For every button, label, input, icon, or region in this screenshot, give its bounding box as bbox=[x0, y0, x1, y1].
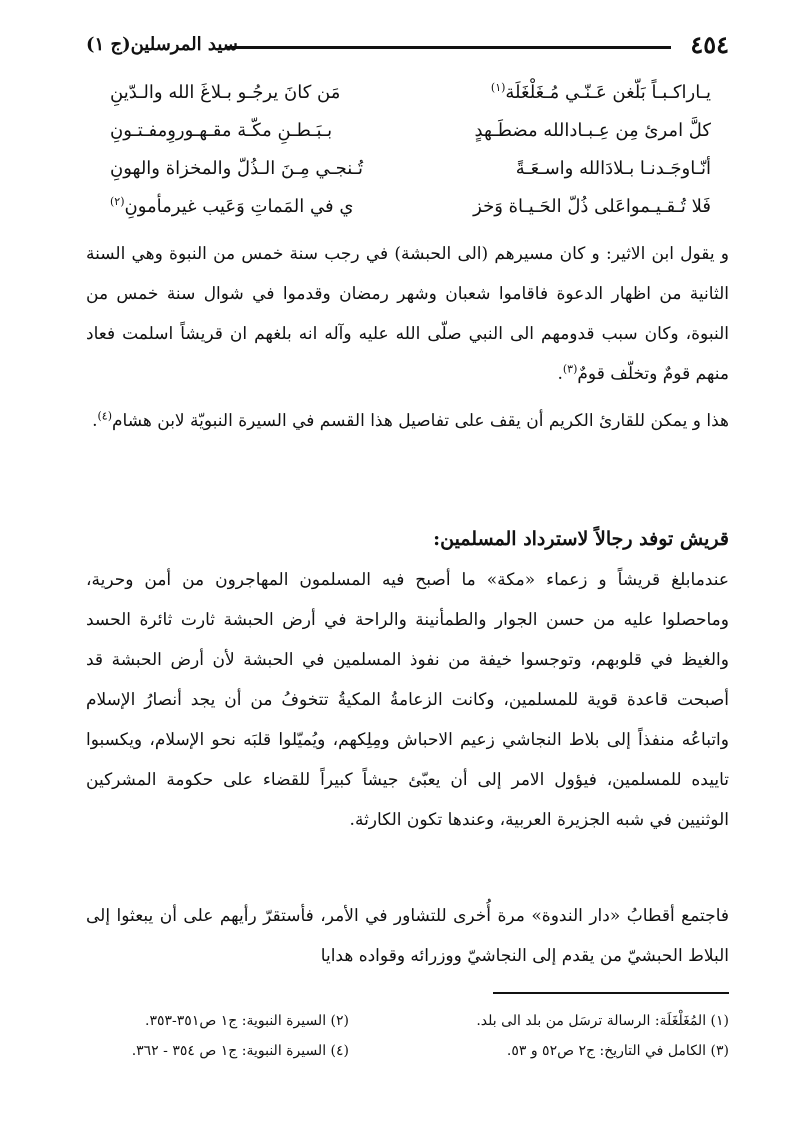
body-paragraph: هذا و يمكن للقارئ الكريم أن يقف على تفاصيل هذا القسم في السيرة النبويّة لابن هشام$^{(٤)}$. bbox=[92, 409, 729, 431]
footnote-row bbox=[86, 1036, 729, 1066]
footnote-item: (٢) السيرة النبوية: ج١ ص٣٥١-٣٥٣. bbox=[145, 1013, 349, 1029]
poem-verse bbox=[110, 150, 711, 188]
footnote-item: (٣) الكامل في التاريخ: ج٢ ص٥٢ و ٥٣. bbox=[506, 1043, 729, 1059]
footnote-ref: (٣) bbox=[562, 362, 578, 376]
verse-first-hemistich: كلَّ امرئ مِن عِـبـادالله مضطَـهدٍ bbox=[474, 120, 711, 141]
header-rule bbox=[226, 46, 671, 49]
verse-first-hemistich: فَلا تُـقـيـمواعَلى ذُلّ الحَـيـاة وَخز bbox=[473, 196, 711, 217]
verse-first-hemistich: يـاراكـبـاً بَلّغن عَـنّـي مُـغَلْغَلَة$^{(١)}$ bbox=[490, 81, 711, 103]
poem-verse bbox=[110, 112, 711, 150]
verse-second-hemistich: تُـنجـي مِـنَ الـذُلّ والمخزاة والهونِ bbox=[110, 158, 363, 179]
footnote-rule bbox=[493, 992, 729, 994]
section-heading: قريش توفد رجالاً لاسترداد المسلمين: bbox=[433, 528, 729, 550]
footnote-item: (١) المُغَلْغَلَة: الرسالة ترسَل من بلد الى بلد. bbox=[476, 1013, 729, 1029]
verse-second-hemistich: بـبَـطـنِ مكّـة مقـهـوروِمفـتـونِ bbox=[110, 120, 333, 141]
footnote-item: (٤) السيرة النبوية: ج١ ص ٣٥٤ - ٣٦٢. bbox=[131, 1043, 349, 1059]
footnote-row bbox=[86, 1006, 729, 1036]
poem-verse bbox=[110, 188, 711, 226]
body-paragraph: فاجتمع أقطابُ «دار الندوة» مرة أُخرى للتشاور في الأمر، فأستقرّ رأيهم على أن يبعثوا إلى البلاط الحبشيّ من يقدم إلى النجاشيّ ووزرائه وقواده هدايا bbox=[86, 906, 729, 966]
running-title: سيد المرسلين(ج ١) bbox=[86, 34, 238, 55]
poem bbox=[110, 74, 711, 226]
page-number: ٤٥٤ bbox=[690, 30, 729, 59]
page-header bbox=[86, 30, 729, 60]
footnote-ref: (٢) bbox=[110, 195, 125, 208]
footnote-ref: (٤) bbox=[97, 409, 113, 423]
footnote-ref: (١) bbox=[490, 81, 506, 94]
verse-first-hemistich: أنّـاوجَـدنـا بـلادَالله واسـعَـةً bbox=[515, 158, 711, 179]
poem-verse bbox=[110, 74, 711, 112]
verse-second-hemistich: مَن كانَ يرجُـو بـلاغَ الله والـدّينِ bbox=[110, 82, 341, 103]
footnotes bbox=[86, 1006, 729, 1066]
verse-second-hemistich: ي في المَماتِ وَعَيب غيرمأمونِ$^{(٢)}$ bbox=[110, 195, 354, 217]
body-paragraph: عندمابلغ قريشاً و زعماء «مكة» ما أصبح فيه المسلمون المهاجرون من أمن وحرية، وماحصلوا عليه من حسن الجوار والطمأنينة والراحة في أرض الحبشة ثارت ثائرة الحسد والغيظ في قلوبهم، وتوجسوا خيفة من نفوذ المسلمين في الحبشة لأن أرض الحبشة قد أصبحت قاعدة قوية للمسلمين، وكانت الزعامةُ المكيةُ تتخوفُ من أن يجد أنصارُ الإسلام واتباعُه منفذاً إلى بلاط النجاشي زعيم الاحباش ومِلِكهم، ويُميّلوا قلبَه نحو الإسلام، ويكسبوا تاييده للمسلمين، فيؤول الامر إلى أن يعبّئ جيشاً كبيراً للقضاء على حكومة المشركين الوثنيين في شبه الجزيرة العربية، وعندها تكون الكارثة. bbox=[86, 570, 729, 830]
body-paragraph: و يقول ابن الاثير: و كان مسيرهم (الى الحبشة) في رجب سنة خمس من النبوة وهي السنة الثانية من اظهار الدعوة فاقاموا شعبان وشهر رمضان وقدموا في شوال سنة خمس من النبوة، وكان سبب قدومهم الى النبي صلّى الله عليه وآله انه بلغهم ان قريشاً اسلمت فعاد منهم قومٌ وتخلّف قومٌ$^{(٣)}$. bbox=[86, 244, 729, 384]
